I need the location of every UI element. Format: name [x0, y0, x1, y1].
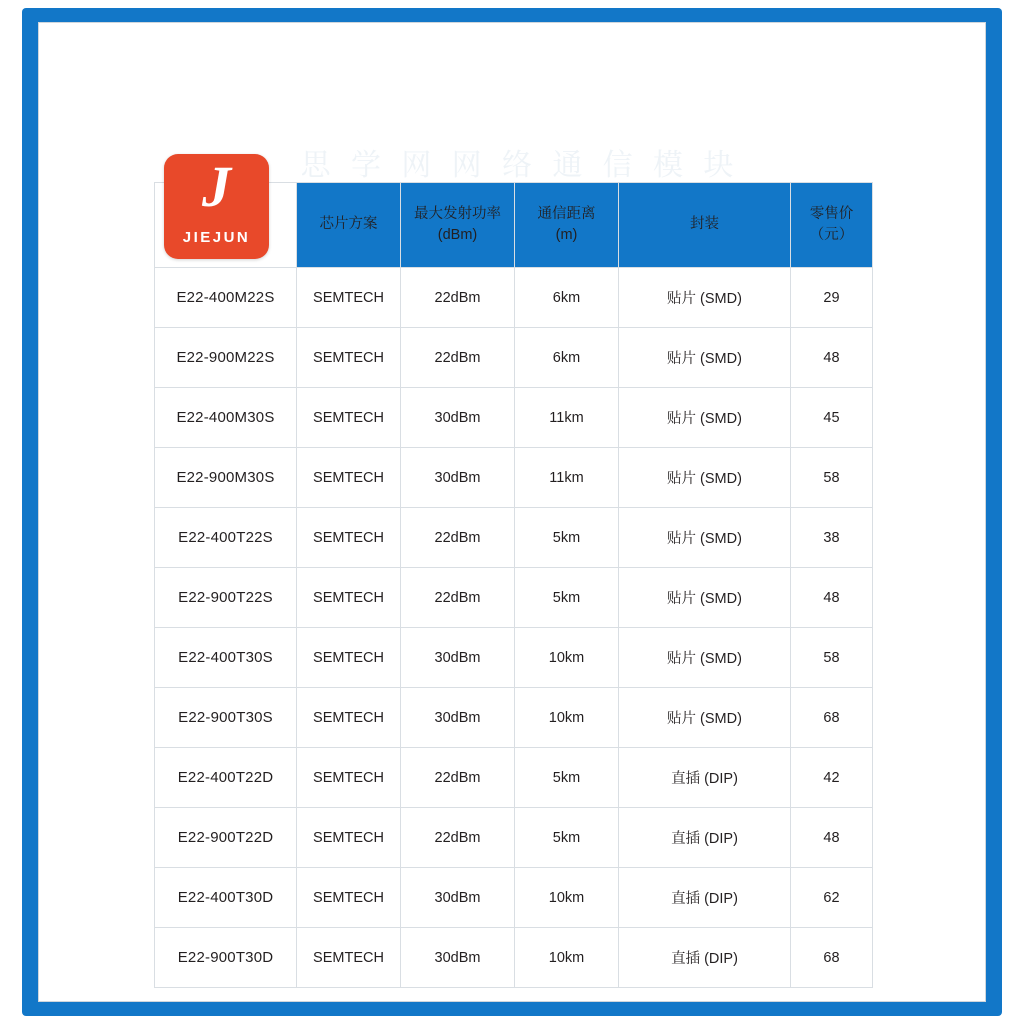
cell-power: 22dBm	[401, 328, 515, 388]
table-row	[155, 508, 873, 568]
cell-chip: SEMTECH	[297, 448, 401, 508]
cell-model: E22-400T22S	[155, 508, 297, 568]
cell-distance: 5km	[515, 748, 619, 808]
cell-package: 贴片 (SMD)	[619, 688, 791, 748]
cell-distance: 10km	[515, 628, 619, 688]
table-row	[155, 808, 873, 868]
cell-package: 贴片 (SMD)	[619, 388, 791, 448]
table-row	[155, 448, 873, 508]
watermark-text: 思 学 网 网 络 通 信 模 块	[300, 149, 740, 182]
cell-package: 贴片 (SMD)	[619, 448, 791, 508]
cell-chip: SEMTECH	[297, 868, 401, 928]
cell-price: 45	[791, 388, 873, 448]
cell-power: 22dBm	[401, 568, 515, 628]
cell-price: 29	[791, 268, 873, 328]
cell-power: 22dBm	[401, 748, 515, 808]
column-header-power-line2: (dBm)	[437, 227, 478, 243]
cell-model: E22-400T30D	[155, 868, 297, 928]
cell-price: 62	[791, 868, 873, 928]
cell-price: 68	[791, 928, 873, 988]
cell-power: 22dBm	[401, 808, 515, 868]
cell-power: 30dBm	[401, 928, 515, 988]
cell-distance: 11km	[515, 388, 619, 448]
cell-price: 58	[791, 448, 873, 508]
cell-model: E22-900T30S	[155, 688, 297, 748]
cell-chip: SEMTECH	[297, 508, 401, 568]
cell-power: 30dBm	[401, 628, 515, 688]
cell-distance: 6km	[515, 268, 619, 328]
cell-price: 48	[791, 568, 873, 628]
cell-chip: SEMTECH	[297, 748, 401, 808]
header-row	[155, 183, 873, 268]
cell-distance: 10km	[515, 868, 619, 928]
cell-power: 30dBm	[401, 868, 515, 928]
table-row	[155, 748, 873, 808]
cell-chip: SEMTECH	[297, 688, 401, 748]
cell-power: 30dBm	[401, 688, 515, 748]
table-row	[155, 328, 873, 388]
cell-package: 直插 (DIP)	[619, 928, 791, 988]
column-header-price-line2: （元）	[809, 227, 854, 243]
cell-distance: 6km	[515, 328, 619, 388]
logo-wordmark: JIEJUN	[182, 229, 251, 247]
cell-package: 直插 (DIP)	[619, 748, 791, 808]
column-header-chip-line1: 芯片方案	[319, 216, 378, 233]
column-header-package-line1: 封装	[690, 216, 719, 233]
cell-chip: SEMTECH	[297, 388, 401, 448]
cell-model: E22-400M22S	[155, 268, 297, 328]
cell-model: E22-400T22D	[155, 748, 297, 808]
cell-distance: 10km	[515, 928, 619, 988]
cell-power: 30dBm	[401, 448, 515, 508]
cell-power: 22dBm	[401, 508, 515, 568]
cell-price: 48	[791, 808, 873, 868]
cell-distance: 10km	[515, 688, 619, 748]
table-row	[155, 568, 873, 628]
cell-package: 直插 (DIP)	[619, 808, 791, 868]
column-header-price-line1: 零售价	[809, 205, 854, 222]
cell-package: 贴片 (SMD)	[619, 268, 791, 328]
column-header-power-line1: 最大发射功率	[414, 205, 501, 222]
cell-package: 直插 (DIP)	[619, 868, 791, 928]
cell-chip: SEMTECH	[297, 568, 401, 628]
table-row	[155, 388, 873, 448]
table-row	[155, 928, 873, 988]
cell-distance: 5km	[515, 568, 619, 628]
cell-price: 42	[791, 748, 873, 808]
cell-chip: SEMTECH	[297, 628, 401, 688]
logo-badge	[164, 154, 269, 259]
column-header-distance-line2: (m)	[555, 227, 578, 243]
cell-model: E22-400M30S	[155, 388, 297, 448]
cell-package: 贴片 (SMD)	[619, 508, 791, 568]
cell-model: E22-900T22D	[155, 808, 297, 868]
cell-distance: 11km	[515, 448, 619, 508]
cell-model: E22-400T30S	[155, 628, 297, 688]
cell-price: 38	[791, 508, 873, 568]
table-row	[155, 868, 873, 928]
column-header-package	[619, 183, 791, 268]
cell-power: 22dBm	[401, 268, 515, 328]
table-row	[155, 688, 873, 748]
cell-package: 贴片 (SMD)	[619, 328, 791, 388]
column-header-distance-line1: 通信距离	[537, 205, 596, 222]
table-row	[155, 268, 873, 328]
cell-distance: 5km	[515, 808, 619, 868]
column-header-price	[791, 183, 873, 268]
cell-price: 58	[791, 628, 873, 688]
cell-model: E22-900M30S	[155, 448, 297, 508]
cell-model: E22-900M22S	[155, 328, 297, 388]
cell-chip: SEMTECH	[297, 808, 401, 868]
cell-chip: SEMTECH	[297, 328, 401, 388]
cell-distance: 5km	[515, 508, 619, 568]
table-body	[155, 268, 873, 988]
table-row	[155, 628, 873, 688]
cell-chip: SEMTECH	[297, 928, 401, 988]
cell-chip: SEMTECH	[297, 268, 401, 328]
column-header-chip	[297, 183, 401, 268]
cell-power: 30dBm	[401, 388, 515, 448]
logo-mark: J	[202, 154, 231, 219]
cell-package: 贴片 (SMD)	[619, 568, 791, 628]
cell-model: E22-900T30D	[155, 928, 297, 988]
brand-logo-cell	[155, 154, 297, 268]
cell-price: 68	[791, 688, 873, 748]
cell-model: E22-900T22S	[155, 568, 297, 628]
cell-price: 48	[791, 328, 873, 388]
cell-package: 贴片 (SMD)	[619, 628, 791, 688]
column-header-distance	[515, 183, 619, 268]
column-header-power	[401, 183, 515, 268]
